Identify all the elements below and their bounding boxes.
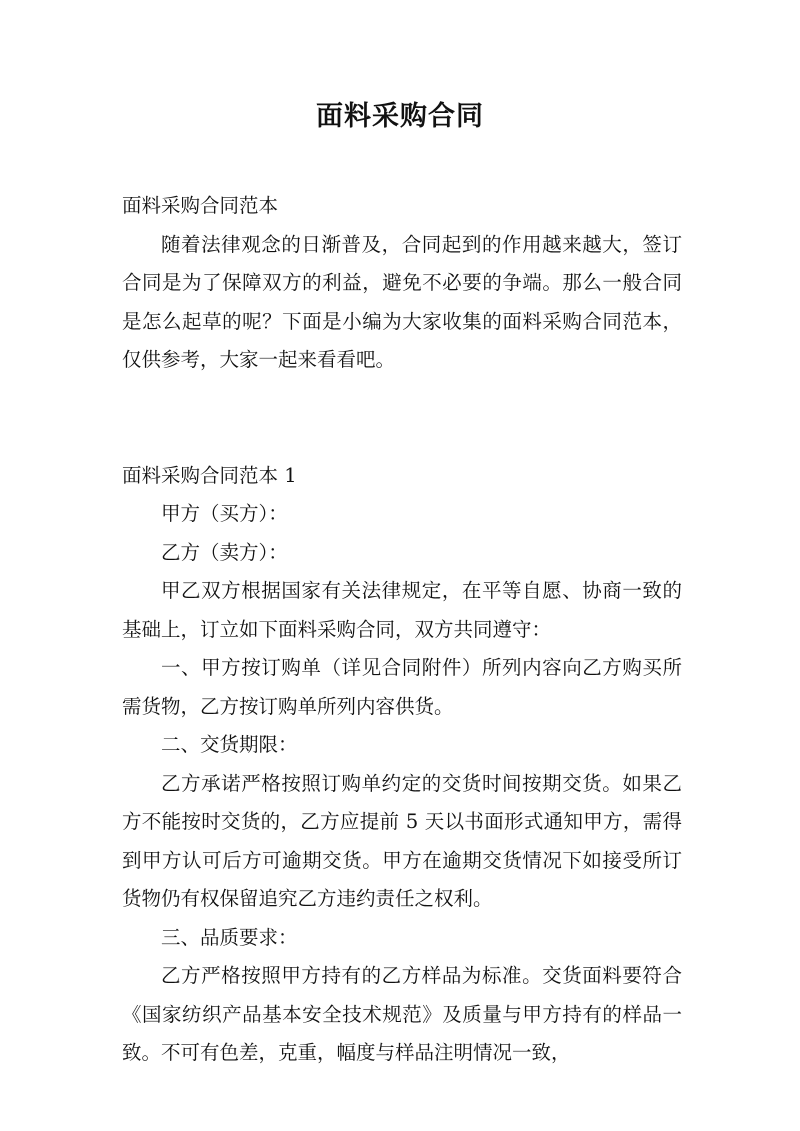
clause-1: 一、甲方按订购单（详见合同附件）所列内容向乙方购买所需货物，乙方按订购单所列内容供货。 [122, 656, 682, 718]
clause-2-heading: 二、交货期限： [161, 733, 298, 756]
agreement-paragraph: 甲乙双方根据国家有关法律规定，在平等自愿、协商一致的基础上，订立如下面料采购合同，双方共同遵守： [122, 579, 682, 641]
clause-3-body: 乙方严格按照甲方持有的乙方样品为标准。交货面料要符合《国家纺织产品基本安全技术规范》及质量与甲方持有的样品一致。不可有色差，克重，幅度与样品注明情况一致， [122, 964, 682, 1064]
clause-3-heading: 三、品质要求： [161, 925, 298, 949]
spacer [122, 380, 682, 457]
document-body [122, 187, 682, 1073]
party-b-line: 乙方（卖方）： [161, 540, 288, 564]
contract-sample-heading: 面料采购合同范本 1 [122, 463, 297, 487]
party-a-line: 甲方（买方）： [161, 502, 288, 525]
clause-2-body: 乙方承诺严格按照订购单约定的交货时间按期交货。如果乙方不能按时交货的，乙方应提前 5 天以书面形式通知甲方，需得到甲方认可后方可逾期交货。甲方在逾期交货情况下如接受所订货物仍有权保留追究乙方违约责任之权利。 [122, 771, 682, 910]
section-heading: 面料采购合同范本 [122, 194, 279, 217]
document-title: 面料采购合同 [316, 101, 484, 132]
intro-paragraph: 随着法律观念的日渐普及，合同起到的作用越来越大，签订合同是为了保障双方的利益，避免不必要的争端。那么一般合同是怎么起草的呢？下面是小编为大家收集的面料采购合同范本，仅供参考，大家一起来看看吧。 [122, 232, 682, 371]
